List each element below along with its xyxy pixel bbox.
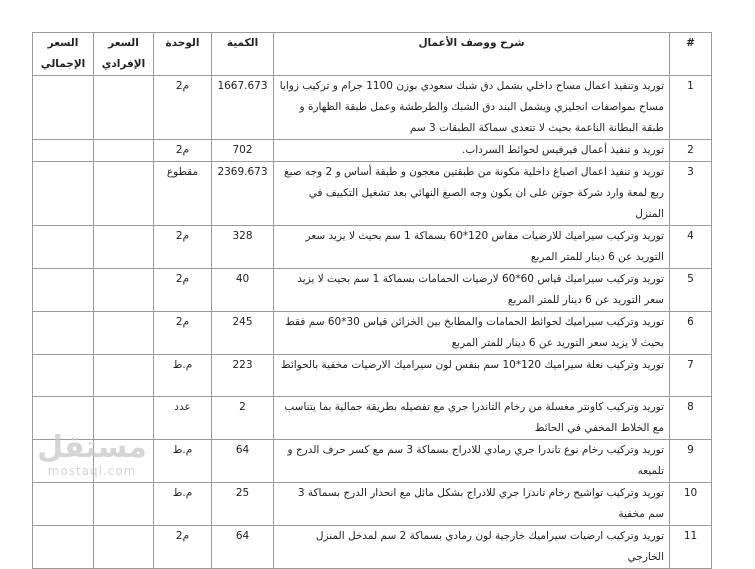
cell-total-price xyxy=(33,162,94,226)
cell-total-price xyxy=(33,76,94,140)
table-row xyxy=(33,483,712,526)
cell-unit: م.ط xyxy=(154,483,212,526)
cell-description: توريد وتركيب تواشيح رخام تاندرا جري للادراج بشكل مائل مع انحدار الدرج بسماكة 3 سم مخفية xyxy=(274,483,670,526)
cell-num: 1 xyxy=(670,76,712,140)
cell-num: 2 xyxy=(670,140,712,162)
cell-num: 5 xyxy=(670,269,712,312)
table-row xyxy=(33,76,712,140)
cell-total-price xyxy=(33,312,94,355)
cell-description: توريد وتركيب سيراميك لحوائط الحمامات والمطابخ بين الخزائن قياس 30*60 سم فقط بحيث لا يزيد سعر التوريد عن 6 دينار للمتر المربع xyxy=(274,312,670,355)
cell-unit: عدد xyxy=(154,397,212,440)
cell-total-price xyxy=(33,440,94,483)
cell-quantity: 40 xyxy=(212,269,274,312)
cell-unit: م2 xyxy=(154,226,212,269)
cell-description: توريد وتركيب كاونتر مغسلة من رخام التاندرا جري مع تفصيله بطريقة جمالية بما يتناسب مع الخلاط المخفي في الحائط xyxy=(274,397,670,440)
cell-num: 9 xyxy=(670,440,712,483)
cell-description: توريد وتركيب رخام نوع تاندرا جري رمادي للادراج بسماكة 3 سم مع كسر حرف الدرج و تلميعه xyxy=(274,440,670,483)
cell-unit-price xyxy=(94,483,154,526)
cell-total-price xyxy=(33,526,94,569)
cell-unit-price xyxy=(94,526,154,569)
bill-of-quantities-table xyxy=(32,32,712,569)
cell-total-price xyxy=(33,269,94,312)
cell-unit: مقطوع xyxy=(154,162,212,226)
cell-num: 10 xyxy=(670,483,712,526)
table-row xyxy=(33,140,712,162)
header-total-price: السعر الإجمالي xyxy=(33,33,94,76)
cell-total-price xyxy=(33,140,94,162)
cell-description: توريد وتركيب نعلة سيراميك 120*10 سم بنفس لون سيراميك الارضيات مخفية بالحوائط xyxy=(274,355,670,397)
cell-quantity: 25 xyxy=(212,483,274,526)
cell-description: توريد وتركيب سيراميك للارضيات مقاس 120*60 بسماكة 1 سم بحيث لا يزيد سعر التوريد عن 6 دينار للمتر المربع xyxy=(274,226,670,269)
cell-unit-price xyxy=(94,312,154,355)
cell-quantity: 702 xyxy=(212,140,274,162)
cell-unit: م.ط xyxy=(154,440,212,483)
table-row xyxy=(33,526,712,569)
watermark-arabic: مستقل xyxy=(37,430,147,465)
cell-quantity: 245 xyxy=(212,312,274,355)
cell-total-price xyxy=(33,226,94,269)
cell-unit-price xyxy=(94,269,154,312)
cell-num: 7 xyxy=(670,355,712,397)
cell-num: 8 xyxy=(670,397,712,440)
table-row xyxy=(33,226,712,269)
cell-unit-price xyxy=(94,226,154,269)
cell-quantity: 2369.673 xyxy=(212,162,274,226)
cell-unit: م2 xyxy=(154,312,212,355)
table-row xyxy=(33,397,712,440)
header-description: شرح ووصف الأعمال xyxy=(274,33,670,76)
cell-unit: م2 xyxy=(154,140,212,162)
cell-description: توريد و تنفيذ أعمال فيرفيس لحوائط السرداب. xyxy=(274,140,670,162)
header-unit: الوحدة xyxy=(154,33,212,76)
cell-unit: م.ط xyxy=(154,355,212,397)
cell-unit-price xyxy=(94,162,154,226)
cell-quantity: 223 xyxy=(212,355,274,397)
cell-num: 4 xyxy=(670,226,712,269)
cell-quantity: 328 xyxy=(212,226,274,269)
cell-unit-price xyxy=(94,76,154,140)
cell-description: توريد وتركيب ارضيات سيراميك خارجية لون رمادي بسماكة 2 سم لمدخل المنزل الخارجي xyxy=(274,526,670,569)
cell-unit: م2 xyxy=(154,526,212,569)
table-row xyxy=(33,162,712,226)
cell-quantity: 64 xyxy=(212,440,274,483)
cell-total-price xyxy=(33,483,94,526)
cell-description: توريد وتنفيذ اعمال مساح داخلي بشمل دق شبك سعودي بوزن 1100 جرام و تركيب زوايا مساح بمواصفات انجليزي ويشمل البند دق الشبك والطرطشة وعمل طبقة الظهارة و طبقة البطانة الناعمة بحيث لا تتعدى سماكة الطبقات 3 سم xyxy=(274,76,670,140)
header-quantity: الكمية xyxy=(212,33,274,76)
cell-description: توريد وتركيب سيراميك قياس 60*60 لارضيات الحمامات بسماكة 1 سم بحيث لا يزيد سعر التوريد عن 6 دينار للمتر المربع xyxy=(274,269,670,312)
cell-num: 6 xyxy=(670,312,712,355)
cell-total-price xyxy=(33,355,94,397)
table-row xyxy=(33,440,712,483)
cell-quantity: 1667.673 xyxy=(212,76,274,140)
cell-quantity: 64 xyxy=(212,526,274,569)
table-row xyxy=(33,269,712,312)
cell-description: توريد و تنفيذ اعمال اصباغ داخلية مكونة من طبقتين معجون و طبقة أساس و 2 وجه صبغ ربع لمعة وارد شركة جوتن على ان يكون وجه الصبغ النهائي بعد تشغيل التكييف في المنزل xyxy=(274,162,670,226)
cell-unit-price xyxy=(94,397,154,440)
cell-quantity: 2 xyxy=(212,397,274,440)
cell-unit: م2 xyxy=(154,76,212,140)
header-unit-price: السعر الإفرادي xyxy=(94,33,154,76)
table-row xyxy=(33,355,712,397)
cell-total-price xyxy=(33,397,94,440)
cell-unit-price xyxy=(94,140,154,162)
cell-unit-price xyxy=(94,355,154,397)
cell-num: 11 xyxy=(670,526,712,569)
header-num: # xyxy=(670,33,712,76)
cell-num: 3 xyxy=(670,162,712,226)
cell-unit-price xyxy=(94,440,154,483)
table-row xyxy=(33,312,712,355)
table-header-row xyxy=(33,33,712,76)
watermark-latin: mostaql.com xyxy=(47,464,137,478)
cell-unit: م2 xyxy=(154,269,212,312)
